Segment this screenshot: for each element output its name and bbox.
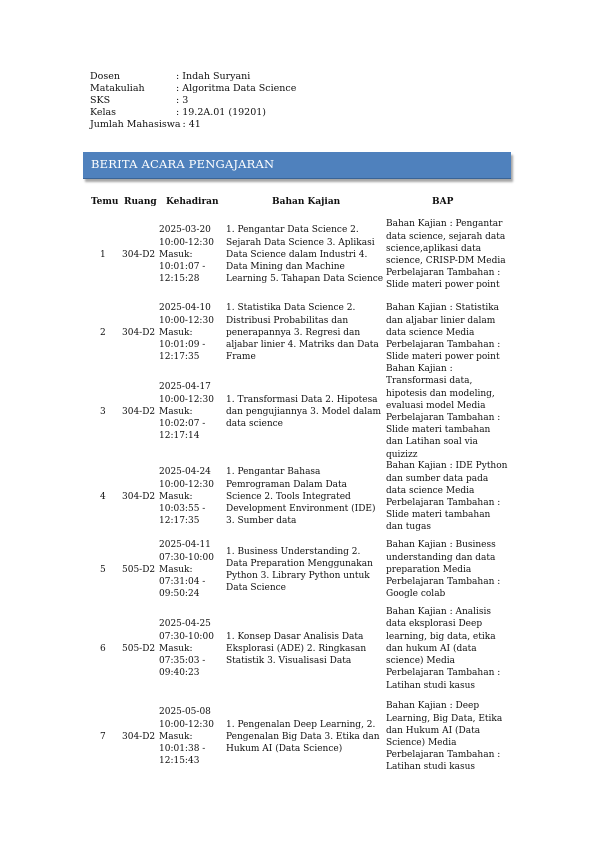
temu-value: 6 [100, 643, 106, 654]
header-kehadiran: Kehadiran [166, 197, 219, 207]
bap-value: Bahan Kajian : Analisis data eksplorasi Deep learning, big data, etika dan hukum AI (data science) Media Perbelajaran Tambahan : Latihan studi kasus [386, 607, 501, 691]
info-value: : Algoritma Data Science [176, 83, 297, 94]
cell-bahan-kajian [226, 538, 384, 602]
bap-value: Bahan Kajian : Business understanding dan data preparation Media Perbelajaran Tambahan : Google colab [386, 540, 501, 600]
header-ruang: Ruang [124, 197, 157, 207]
cell-kehadiran [159, 368, 221, 456]
kehadiran-value: 2025-04-24 10:00-12:30 Masuk: 10:03:55 - 12:17:35 [159, 467, 214, 527]
bap-value: Bahan Kajian : Pengantar data science, sejarah data science,aplikasi data science, CRISP-DM Media Perbelajaran Tambahan : Slide materi power point [386, 219, 506, 291]
table-row [0, 459, 595, 535]
kehadiran-value: 2025-05-08 10:00-12:30 Masuk: 10:01:38 - 12:15:43 [159, 707, 214, 767]
cell-bap [386, 604, 508, 694]
ruang-value: 304-D2 [122, 249, 156, 260]
bahan-kajian-value: 1. Konsep Dasar Analisis Data Eksplorasi (ADE) 2. Ringkasan Statistik 3. Visualisasi Data [226, 631, 367, 667]
cell-kehadiran [159, 459, 221, 535]
cell-temu [100, 459, 110, 535]
cell-bahan-kajian [226, 300, 384, 366]
kehadiran-value: 2025-03-20 10:00-12:30 Masuk: 10:01:07 - 12:15:28 [159, 225, 214, 285]
info-row-kelas [90, 107, 296, 119]
info-value: : 3 [176, 95, 189, 106]
table-row [0, 211, 595, 299]
table-row [0, 538, 595, 602]
cell-temu [100, 368, 110, 456]
cell-bahan-kajian [226, 697, 384, 777]
header-temu: Temu [91, 197, 119, 207]
info-label: SKS [90, 95, 111, 106]
info-value: : 41 [182, 119, 201, 130]
ruang-value: 304-D2 [122, 731, 156, 742]
kehadiran-value: 2025-04-11 07:30-10:00 Masuk: 07:31:04 - 09:50:24 [159, 540, 214, 600]
info-label: Matakuliah [90, 83, 145, 94]
info-row-jumlah-mahasiswa [90, 119, 296, 131]
table-row [0, 697, 595, 777]
bahan-kajian-value: 1. Pengenalan Deep Learning, 2. Pengenalan Big Data 3. Etika dan Hukum AI (Data Science) [226, 719, 380, 755]
cell-ruang [122, 211, 162, 299]
table-row [0, 604, 595, 694]
cell-temu [100, 300, 110, 366]
info-value: : Indah Suryani [176, 71, 251, 82]
ruang-value: 304-D2 [122, 491, 156, 502]
cell-bap [386, 300, 508, 366]
kehadiran-value: 2025-04-10 10:00-12:30 Masuk: 10:01:09 - 12:17:35 [159, 303, 214, 363]
temu-value: 4 [100, 491, 106, 502]
info-value: : 19.2A.01 (19201) [176, 107, 266, 118]
cell-temu [100, 604, 110, 694]
cell-bap [386, 211, 508, 299]
table-row [0, 300, 595, 366]
cell-ruang [122, 697, 162, 777]
bap-value: Bahan Kajian : IDE Python dan sumber data pada data science Media Perbelajaran Tambahan : Slide materi tambahan dan tugas [386, 461, 508, 533]
cell-bahan-kajian [226, 604, 384, 694]
info-label: Kelas [90, 107, 117, 118]
temu-value: 2 [100, 327, 106, 338]
info-row-matakuliah [90, 83, 296, 95]
cell-kehadiran [159, 538, 221, 602]
cell-ruang [122, 459, 162, 535]
cell-ruang [122, 368, 162, 456]
info-label: Dosen [90, 71, 120, 82]
temu-value: 3 [100, 406, 106, 417]
cell-kehadiran [159, 697, 221, 777]
cell-kehadiran [159, 300, 221, 366]
info-label: Jumlah Mahasiswa [90, 119, 181, 130]
bahan-kajian-value: 1. Transformasi Data 2. Hipotesa dan pengujiannya 3. Model dalam data science [226, 394, 381, 430]
cell-bap [386, 697, 508, 777]
ruang-value: 304-D2 [122, 406, 156, 417]
cell-bap [386, 538, 508, 602]
cell-temu [100, 538, 110, 602]
bap-value: Bahan Kajian : Transformasi data, hipotesis dan modeling, evaluasi model Media Perbelajaran Tambahan : Slide materi tambahan dan Latihan soal via quizizz [386, 364, 501, 460]
cell-temu [100, 211, 110, 299]
temu-value: 7 [100, 731, 106, 742]
cell-ruang [122, 538, 162, 602]
cell-temu [100, 697, 110, 777]
header-bap: BAP [432, 197, 454, 207]
info-row-sks [90, 95, 296, 107]
cell-bahan-kajian [226, 211, 384, 299]
bahan-kajian-value: 1. Pengantar Bahasa Pemrograman Dalam Data Science 2. Tools Integrated Development Environment (IDE) 3. Sumber data [226, 467, 376, 527]
temu-value: 1 [100, 249, 106, 260]
cell-bap [386, 459, 508, 535]
cell-kehadiran [159, 211, 221, 299]
cell-bap [386, 364, 508, 460]
ruang-value: 505-D2 [122, 643, 156, 654]
kehadiran-value: 2025-04-17 10:00-12:30 Masuk: 10:02:07 - 12:17:14 [159, 382, 214, 442]
bahan-kajian-value: 1. Pengantar Data Science 2. Sejarah Data Science 3. Aplikasi Data Science dalam Industri 4. Data Mining dan Machine Learning 5. Tahapan Data Science [226, 225, 384, 285]
ruang-value: 505-D2 [122, 564, 156, 575]
cell-ruang [122, 300, 162, 366]
ruang-value: 304-D2 [122, 327, 156, 338]
kehadiran-value: 2025-04-25 07:30-10:00 Masuk: 07:35:03 - 09:40:23 [159, 619, 214, 679]
cell-bahan-kajian [226, 459, 384, 535]
info-row-dosen [90, 71, 296, 83]
table-row [0, 364, 595, 460]
bap-value: Bahan Kajian : Statistika dan aljabar linier dalam data science Media Perbelajaran Tambahan : Slide materi power point [386, 303, 501, 363]
bahan-kajian-value: 1. Business Understanding 2. Data Preparation Menggunakan Python 3. Library Python untuk Data Science [226, 546, 373, 594]
cell-kehadiran [159, 604, 221, 694]
bap-value: Bahan Kajian : Deep Learning, Big Data, Etika dan Hukum AI (Data Science) Media Perbelajaran Tambahan : Latihan studi kasus [386, 701, 503, 773]
section-banner [83, 152, 511, 179]
cell-bahan-kajian [226, 368, 384, 456]
temu-value: 5 [100, 564, 106, 575]
header-bahan-kajian: Bahan Kajian [272, 197, 341, 207]
bahan-kajian-value: 1. Statistika Data Science 2. Distribusi Probabilitas dan penerapannya 3. Regresi dan aljabar linier 4. Matriks dan Data Frame [226, 303, 379, 363]
course-info [90, 71, 296, 131]
section-title: BERITA ACARA PENGAJARAN [91, 157, 275, 171]
cell-ruang [122, 604, 162, 694]
